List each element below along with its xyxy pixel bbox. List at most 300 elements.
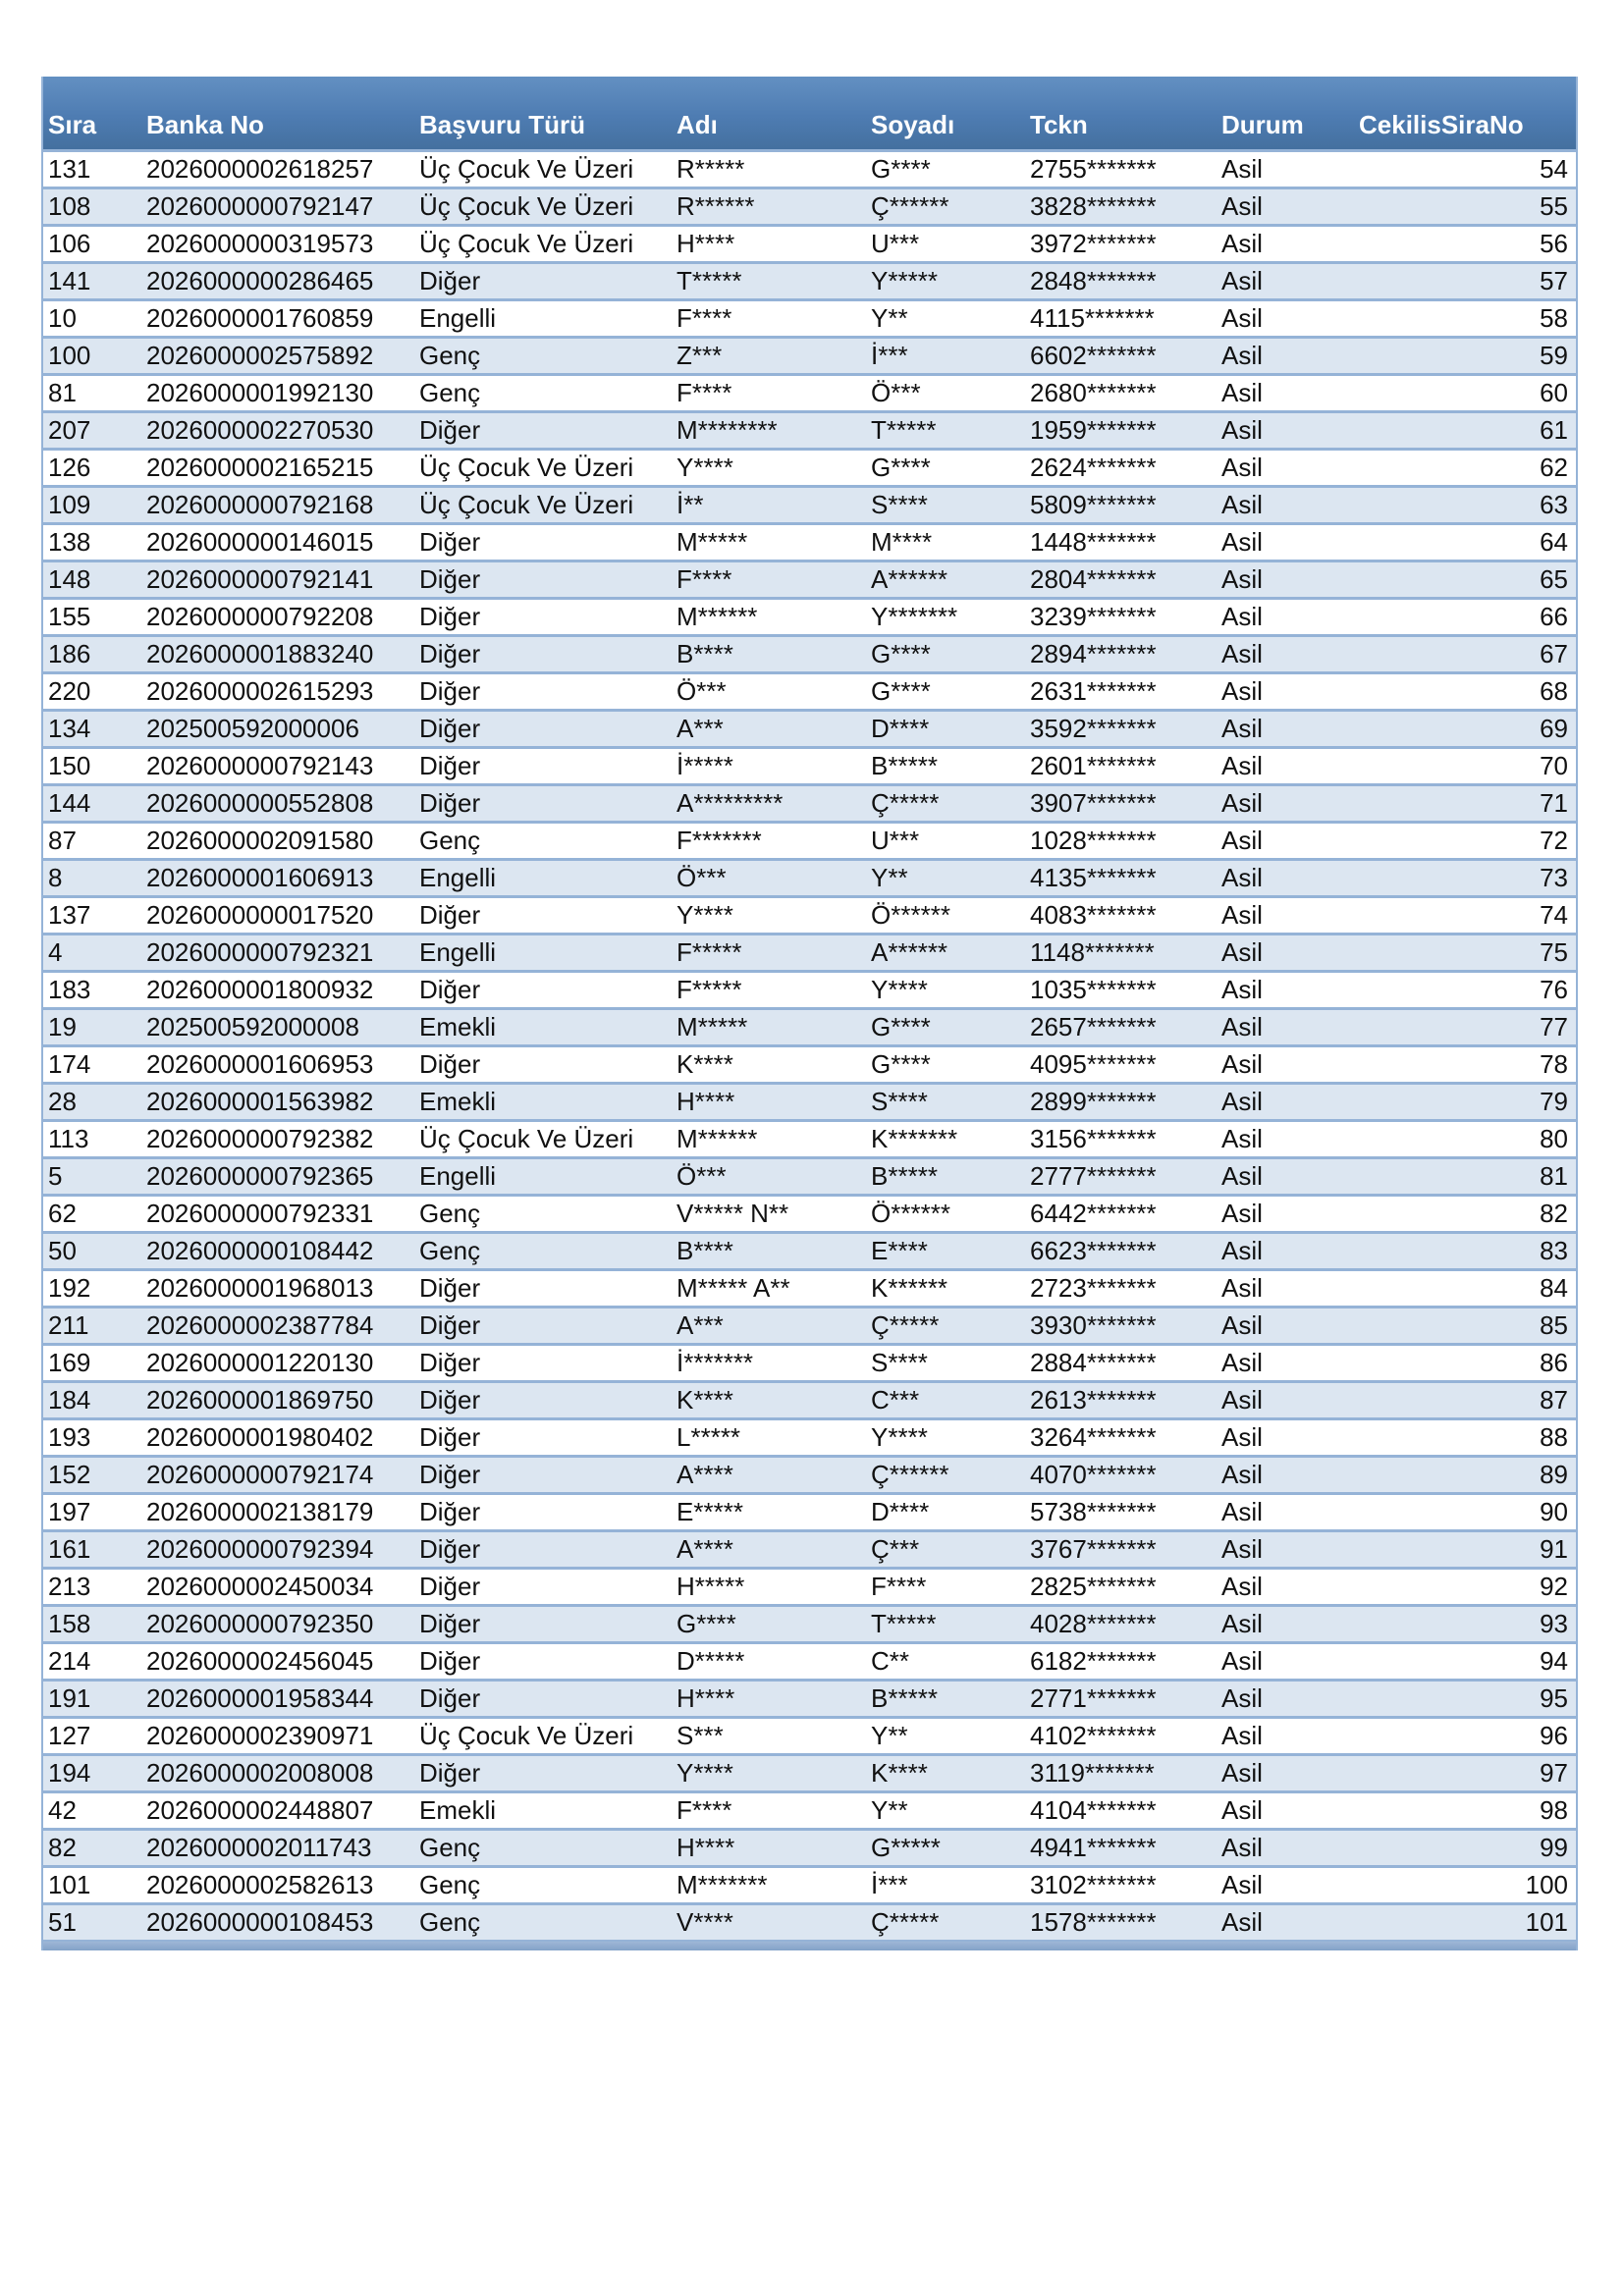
table-row xyxy=(43,1119,1576,1156)
cell-basvuru_turu: Üç Çocuk Ve Üzeri xyxy=(414,448,672,485)
table-row xyxy=(43,597,1576,634)
cell-adi: İ***** xyxy=(672,746,866,783)
cell-banka_no: 2026000002582613 xyxy=(141,1865,414,1902)
cell-sira: 106 xyxy=(43,224,141,261)
cell-adi: B**** xyxy=(672,634,866,671)
cell-banka_no: 2026000000792174 xyxy=(141,1455,414,1492)
cell-banka_no: 2026000000792350 xyxy=(141,1604,414,1641)
cell-cekilis_sira_no: 85 xyxy=(1354,1306,1576,1343)
table-row xyxy=(43,485,1576,522)
cell-basvuru_turu: Genç xyxy=(414,1231,672,1268)
cell-banka_no: 2026000002390971 xyxy=(141,1716,414,1753)
cell-basvuru_turu: Diğer xyxy=(414,671,672,709)
cell-adi: A*** xyxy=(672,1306,866,1343)
cell-soyadi: Ç****** xyxy=(866,187,1025,224)
cell-durum: Asil xyxy=(1217,1268,1354,1306)
cell-cekilis_sira_no: 71 xyxy=(1354,783,1576,821)
cell-sira: 174 xyxy=(43,1044,141,1082)
cell-cekilis_sira_no: 63 xyxy=(1354,485,1576,522)
table-row xyxy=(43,1790,1576,1828)
cell-basvuru_turu: Üç Çocuk Ve Üzeri xyxy=(414,1716,672,1753)
cell-banka_no: 2026000001992130 xyxy=(141,373,414,410)
cell-basvuru_turu: Genç xyxy=(414,1902,672,1940)
cell-adi: L***** xyxy=(672,1417,866,1455)
cell-soyadi: Y** xyxy=(866,1790,1025,1828)
table-body xyxy=(43,149,1576,1940)
cell-soyadi: Ö****** xyxy=(866,1194,1025,1231)
cell-banka_no: 2026000001869750 xyxy=(141,1380,414,1417)
cell-banka_no: 2026000000319573 xyxy=(141,224,414,261)
cell-soyadi: Y** xyxy=(866,298,1025,336)
cell-durum: Asil xyxy=(1217,597,1354,634)
header-row xyxy=(43,77,1576,149)
table-row xyxy=(43,1604,1576,1641)
cell-basvuru_turu: Diğer xyxy=(414,597,672,634)
cell-cekilis_sira_no: 60 xyxy=(1354,373,1576,410)
cell-sira: 148 xyxy=(43,560,141,597)
cell-adi: A********* xyxy=(672,783,866,821)
cell-soyadi: Ç***** xyxy=(866,1902,1025,1940)
cell-soyadi: C*** xyxy=(866,1380,1025,1417)
cell-basvuru_turu: Diğer xyxy=(414,1268,672,1306)
col-header-banka-no: Banka No xyxy=(141,77,414,149)
cell-soyadi: U*** xyxy=(866,821,1025,858)
cell-soyadi: Y** xyxy=(866,1716,1025,1753)
cell-basvuru_turu: Diğer xyxy=(414,410,672,448)
cell-adi: G**** xyxy=(672,1604,866,1641)
table-row xyxy=(43,783,1576,821)
cell-tckn: 2601******* xyxy=(1025,746,1217,783)
cell-adi: F**** xyxy=(672,560,866,597)
cell-banka_no: 2026000000792208 xyxy=(141,597,414,634)
results-table xyxy=(41,77,1578,1950)
cell-sira: 87 xyxy=(43,821,141,858)
cell-cekilis_sira_no: 79 xyxy=(1354,1082,1576,1119)
cell-sira: 155 xyxy=(43,597,141,634)
cell-cekilis_sira_no: 70 xyxy=(1354,746,1576,783)
cell-basvuru_turu: Diğer xyxy=(414,634,672,671)
cell-sira: 152 xyxy=(43,1455,141,1492)
cell-soyadi: D**** xyxy=(866,1492,1025,1529)
cell-durum: Asil xyxy=(1217,1417,1354,1455)
cell-tckn: 2624******* xyxy=(1025,448,1217,485)
cell-basvuru_turu: Diğer xyxy=(414,560,672,597)
cell-soyadi: Y**** xyxy=(866,970,1025,1007)
cell-soyadi: K******* xyxy=(866,1119,1025,1156)
cell-sira: 194 xyxy=(43,1753,141,1790)
table-row xyxy=(43,821,1576,858)
cell-cekilis_sira_no: 68 xyxy=(1354,671,1576,709)
table-row xyxy=(43,634,1576,671)
cell-tckn: 3239******* xyxy=(1025,597,1217,634)
table-row xyxy=(43,1156,1576,1194)
cell-tckn: 4135******* xyxy=(1025,858,1217,895)
cell-sira: 138 xyxy=(43,522,141,560)
cell-cekilis_sira_no: 74 xyxy=(1354,895,1576,933)
cell-sira: 5 xyxy=(43,1156,141,1194)
cell-durum: Asil xyxy=(1217,1082,1354,1119)
cell-sira: 131 xyxy=(43,149,141,187)
cell-cekilis_sira_no: 86 xyxy=(1354,1343,1576,1380)
cell-banka_no: 202500592000006 xyxy=(141,709,414,746)
cell-basvuru_turu: Diğer xyxy=(414,261,672,298)
table-row xyxy=(43,1902,1576,1940)
table-row xyxy=(43,1007,1576,1044)
cell-durum: Asil xyxy=(1217,933,1354,970)
cell-banka_no: 2026000001606913 xyxy=(141,858,414,895)
cell-cekilis_sira_no: 56 xyxy=(1354,224,1576,261)
cell-cekilis_sira_no: 94 xyxy=(1354,1641,1576,1679)
cell-durum: Asil xyxy=(1217,1044,1354,1082)
cell-durum: Asil xyxy=(1217,1716,1354,1753)
cell-tckn: 3828******* xyxy=(1025,187,1217,224)
cell-cekilis_sira_no: 59 xyxy=(1354,336,1576,373)
cell-banka_no: 2026000001883240 xyxy=(141,634,414,671)
cell-tckn: 2631******* xyxy=(1025,671,1217,709)
cell-sira: 191 xyxy=(43,1679,141,1716)
cell-durum: Asil xyxy=(1217,1753,1354,1790)
cell-banka_no: 202500592000008 xyxy=(141,1007,414,1044)
cell-cekilis_sira_no: 97 xyxy=(1354,1753,1576,1790)
cell-adi: V**** xyxy=(672,1902,866,1940)
cell-basvuru_turu: Üç Çocuk Ve Üzeri xyxy=(414,485,672,522)
cell-tckn: 1448******* xyxy=(1025,522,1217,560)
cell-durum: Asil xyxy=(1217,1380,1354,1417)
table-row xyxy=(43,671,1576,709)
cell-soyadi: B***** xyxy=(866,1156,1025,1194)
cell-banka_no: 2026000001800932 xyxy=(141,970,414,1007)
cell-adi: Ö*** xyxy=(672,858,866,895)
cell-sira: 150 xyxy=(43,746,141,783)
cell-soyadi: E**** xyxy=(866,1231,1025,1268)
cell-sira: 192 xyxy=(43,1268,141,1306)
cell-basvuru_turu: Üç Çocuk Ve Üzeri xyxy=(414,224,672,261)
cell-basvuru_turu: Genç xyxy=(414,821,672,858)
table-row xyxy=(43,522,1576,560)
cell-adi: R****** xyxy=(672,187,866,224)
cell-tckn: 2680******* xyxy=(1025,373,1217,410)
cell-adi: İ******* xyxy=(672,1343,866,1380)
cell-sira: 186 xyxy=(43,634,141,671)
cell-sira: 127 xyxy=(43,1716,141,1753)
cell-sira: 183 xyxy=(43,970,141,1007)
cell-soyadi: Ö*** xyxy=(866,373,1025,410)
cell-sira: 10 xyxy=(43,298,141,336)
cell-durum: Asil xyxy=(1217,1604,1354,1641)
cell-adi: K**** xyxy=(672,1044,866,1082)
table-row xyxy=(43,895,1576,933)
table-row xyxy=(43,298,1576,336)
cell-tckn: 3102******* xyxy=(1025,1865,1217,1902)
cell-cekilis_sira_no: 93 xyxy=(1354,1604,1576,1641)
table-row xyxy=(43,373,1576,410)
table-row xyxy=(43,187,1576,224)
cell-banka_no: 2026000000146015 xyxy=(141,522,414,560)
cell-cekilis_sira_no: 88 xyxy=(1354,1417,1576,1455)
table-row xyxy=(43,1417,1576,1455)
col-header-durum: Durum xyxy=(1217,77,1354,149)
cell-tckn: 2771******* xyxy=(1025,1679,1217,1716)
cell-basvuru_turu: Üç Çocuk Ve Üzeri xyxy=(414,187,672,224)
table-bottom-band xyxy=(43,1940,1576,1950)
cell-cekilis_sira_no: 55 xyxy=(1354,187,1576,224)
table-row xyxy=(43,1044,1576,1082)
cell-durum: Asil xyxy=(1217,522,1354,560)
cell-banka_no: 2026000002011743 xyxy=(141,1828,414,1865)
cell-soyadi: Ç***** xyxy=(866,783,1025,821)
cell-cekilis_sira_no: 80 xyxy=(1354,1119,1576,1156)
cell-durum: Asil xyxy=(1217,783,1354,821)
cell-durum: Asil xyxy=(1217,1194,1354,1231)
cell-cekilis_sira_no: 77 xyxy=(1354,1007,1576,1044)
cell-adi: A**** xyxy=(672,1529,866,1567)
cell-banka_no: 2026000002138179 xyxy=(141,1492,414,1529)
cell-soyadi: Ç****** xyxy=(866,1455,1025,1492)
cell-banka_no: 2026000000792147 xyxy=(141,187,414,224)
table-row xyxy=(43,1828,1576,1865)
cell-soyadi: G**** xyxy=(866,448,1025,485)
cell-tckn: 6182******* xyxy=(1025,1641,1217,1679)
table-row xyxy=(43,560,1576,597)
cell-tckn: 4102******* xyxy=(1025,1716,1217,1753)
cell-basvuru_turu: Engelli xyxy=(414,858,672,895)
cell-tckn: 3907******* xyxy=(1025,783,1217,821)
cell-basvuru_turu: Üç Çocuk Ve Üzeri xyxy=(414,1119,672,1156)
cell-durum: Asil xyxy=(1217,1231,1354,1268)
cell-durum: Asil xyxy=(1217,1007,1354,1044)
cell-adi: M***** xyxy=(672,1007,866,1044)
table-row xyxy=(43,746,1576,783)
cell-soyadi: Y***** xyxy=(866,261,1025,298)
cell-banka_no: 2026000002091580 xyxy=(141,821,414,858)
cell-soyadi: Ç*** xyxy=(866,1529,1025,1567)
table-row xyxy=(43,1455,1576,1492)
cell-tckn: 2657******* xyxy=(1025,1007,1217,1044)
cell-adi: A*** xyxy=(672,709,866,746)
table-row xyxy=(43,1082,1576,1119)
cell-banka_no: 2026000000552808 xyxy=(141,783,414,821)
cell-durum: Asil xyxy=(1217,1455,1354,1492)
cell-adi: İ** xyxy=(672,485,866,522)
cell-sira: 42 xyxy=(43,1790,141,1828)
cell-durum: Asil xyxy=(1217,485,1354,522)
cell-soyadi: M**** xyxy=(866,522,1025,560)
cell-cekilis_sira_no: 72 xyxy=(1354,821,1576,858)
cell-cekilis_sira_no: 57 xyxy=(1354,261,1576,298)
cell-banka_no: 2026000000792365 xyxy=(141,1156,414,1194)
col-header-tckn: Tckn xyxy=(1025,77,1217,149)
cell-cekilis_sira_no: 92 xyxy=(1354,1567,1576,1604)
cell-cekilis_sira_no: 95 xyxy=(1354,1679,1576,1716)
cell-adi: R***** xyxy=(672,149,866,187)
cell-basvuru_turu: Diğer xyxy=(414,1417,672,1455)
cell-adi: F**** xyxy=(672,298,866,336)
cell-cekilis_sira_no: 84 xyxy=(1354,1268,1576,1306)
cell-basvuru_turu: Diğer xyxy=(414,1679,672,1716)
cell-soyadi: B***** xyxy=(866,1679,1025,1716)
cell-tckn: 1148******* xyxy=(1025,933,1217,970)
cell-tckn: 2723******* xyxy=(1025,1268,1217,1306)
cell-sira: 213 xyxy=(43,1567,141,1604)
table-row xyxy=(43,1231,1576,1268)
cell-adi: Y**** xyxy=(672,448,866,485)
cell-banka_no: 2026000002387784 xyxy=(141,1306,414,1343)
cell-durum: Asil xyxy=(1217,1902,1354,1940)
cell-tckn: 4083******* xyxy=(1025,895,1217,933)
cell-soyadi: S**** xyxy=(866,1082,1025,1119)
cell-basvuru_turu: Genç xyxy=(414,373,672,410)
table-row xyxy=(43,448,1576,485)
cell-banka_no: 2026000002575892 xyxy=(141,336,414,373)
cell-basvuru_turu: Diğer xyxy=(414,1455,672,1492)
table-row xyxy=(43,1529,1576,1567)
cell-tckn: 2825******* xyxy=(1025,1567,1217,1604)
cell-banka_no: 2026000000792321 xyxy=(141,933,414,970)
cell-adi: Y**** xyxy=(672,895,866,933)
cell-banka_no: 2026000002448807 xyxy=(141,1790,414,1828)
cell-banka_no: 2026000002165215 xyxy=(141,448,414,485)
cell-durum: Asil xyxy=(1217,448,1354,485)
table-row xyxy=(43,858,1576,895)
cell-banka_no: 2026000000108453 xyxy=(141,1902,414,1940)
cell-sira: 109 xyxy=(43,485,141,522)
cell-banka_no: 2026000001606953 xyxy=(141,1044,414,1082)
cell-basvuru_turu: Engelli xyxy=(414,933,672,970)
cell-cekilis_sira_no: 91 xyxy=(1354,1529,1576,1567)
cell-sira: 108 xyxy=(43,187,141,224)
cell-basvuru_turu: Diğer xyxy=(414,783,672,821)
cell-tckn: 4070******* xyxy=(1025,1455,1217,1492)
cell-durum: Asil xyxy=(1217,560,1354,597)
cell-sira: 82 xyxy=(43,1828,141,1865)
cell-soyadi: G**** xyxy=(866,634,1025,671)
cell-soyadi: U*** xyxy=(866,224,1025,261)
cell-tckn: 3156******* xyxy=(1025,1119,1217,1156)
cell-cekilis_sira_no: 61 xyxy=(1354,410,1576,448)
cell-tckn: 2755******* xyxy=(1025,149,1217,187)
cell-durum: Asil xyxy=(1217,149,1354,187)
cell-sira: 101 xyxy=(43,1865,141,1902)
cell-soyadi: F**** xyxy=(866,1567,1025,1604)
cell-basvuru_turu: Emekli xyxy=(414,1007,672,1044)
cell-basvuru_turu: Diğer xyxy=(414,522,672,560)
cell-banka_no: 2026000002615293 xyxy=(141,671,414,709)
cell-cekilis_sira_no: 82 xyxy=(1354,1194,1576,1231)
cell-sira: 4 xyxy=(43,933,141,970)
cell-banka_no: 2026000000792382 xyxy=(141,1119,414,1156)
table-row xyxy=(43,1492,1576,1529)
cell-tckn: 3972******* xyxy=(1025,224,1217,261)
cell-tckn: 4028******* xyxy=(1025,1604,1217,1641)
cell-adi: S*** xyxy=(672,1716,866,1753)
cell-tckn: 5809******* xyxy=(1025,485,1217,522)
cell-durum: Asil xyxy=(1217,373,1354,410)
cell-adi: H**** xyxy=(672,1082,866,1119)
col-header-adi: Adı xyxy=(672,77,866,149)
cell-durum: Asil xyxy=(1217,1865,1354,1902)
cell-sira: 81 xyxy=(43,373,141,410)
cell-soyadi: Y******* xyxy=(866,597,1025,634)
cell-sira: 51 xyxy=(43,1902,141,1940)
cell-tckn: 1959******* xyxy=(1025,410,1217,448)
cell-adi: T***** xyxy=(672,261,866,298)
cell-soyadi: İ*** xyxy=(866,336,1025,373)
cell-cekilis_sira_no: 98 xyxy=(1354,1790,1576,1828)
cell-basvuru_turu: Diğer xyxy=(414,1343,672,1380)
cell-tckn: 2899******* xyxy=(1025,1082,1217,1119)
cell-soyadi: C** xyxy=(866,1641,1025,1679)
cell-tckn: 1028******* xyxy=(1025,821,1217,858)
cell-soyadi: Ö****** xyxy=(866,895,1025,933)
cell-adi: Y**** xyxy=(672,1753,866,1790)
cell-banka_no: 2026000000792143 xyxy=(141,746,414,783)
cell-basvuru_turu: Genç xyxy=(414,336,672,373)
cell-basvuru_turu: Genç xyxy=(414,1194,672,1231)
table-row xyxy=(43,261,1576,298)
cell-basvuru_turu: Diğer xyxy=(414,746,672,783)
cell-basvuru_turu: Diğer xyxy=(414,895,672,933)
cell-cekilis_sira_no: 96 xyxy=(1354,1716,1576,1753)
table-row xyxy=(43,224,1576,261)
cell-adi: M****** xyxy=(672,597,866,634)
cell-tckn: 3592******* xyxy=(1025,709,1217,746)
cell-durum: Asil xyxy=(1217,1529,1354,1567)
cell-durum: Asil xyxy=(1217,821,1354,858)
table-row xyxy=(43,1194,1576,1231)
cell-sira: 197 xyxy=(43,1492,141,1529)
cell-soyadi: G**** xyxy=(866,1044,1025,1082)
cell-durum: Asil xyxy=(1217,1343,1354,1380)
cell-basvuru_turu: Emekli xyxy=(414,1082,672,1119)
cell-sira: 214 xyxy=(43,1641,141,1679)
cell-tckn: 4095******* xyxy=(1025,1044,1217,1082)
cell-durum: Asil xyxy=(1217,410,1354,448)
cell-tckn: 2613******* xyxy=(1025,1380,1217,1417)
cell-sira: 126 xyxy=(43,448,141,485)
cell-durum: Asil xyxy=(1217,671,1354,709)
cell-durum: Asil xyxy=(1217,1679,1354,1716)
cell-tckn: 3119******* xyxy=(1025,1753,1217,1790)
cell-sira: 220 xyxy=(43,671,141,709)
cell-durum: Asil xyxy=(1217,336,1354,373)
cell-durum: Asil xyxy=(1217,1306,1354,1343)
cell-durum: Asil xyxy=(1217,1828,1354,1865)
cell-soyadi: S**** xyxy=(866,485,1025,522)
cell-adi: F******* xyxy=(672,821,866,858)
cell-cekilis_sira_no: 73 xyxy=(1354,858,1576,895)
cell-sira: 207 xyxy=(43,410,141,448)
cell-durum: Asil xyxy=(1217,746,1354,783)
cell-cekilis_sira_no: 75 xyxy=(1354,933,1576,970)
cell-durum: Asil xyxy=(1217,224,1354,261)
cell-adi: A**** xyxy=(672,1455,866,1492)
cell-tckn: 6623******* xyxy=(1025,1231,1217,1268)
cell-adi: H***** xyxy=(672,1567,866,1604)
cell-basvuru_turu: Diğer xyxy=(414,1567,672,1604)
cell-durum: Asil xyxy=(1217,1156,1354,1194)
table-row xyxy=(43,709,1576,746)
cell-soyadi: T***** xyxy=(866,410,1025,448)
cell-tckn: 4104******* xyxy=(1025,1790,1217,1828)
cell-durum: Asil xyxy=(1217,1790,1354,1828)
cell-banka_no: 2026000000017520 xyxy=(141,895,414,933)
cell-sira: 211 xyxy=(43,1306,141,1343)
col-header-sira: Sıra xyxy=(43,77,141,149)
cell-cekilis_sira_no: 65 xyxy=(1354,560,1576,597)
cell-soyadi: K**** xyxy=(866,1753,1025,1790)
table-row xyxy=(43,1679,1576,1716)
cell-soyadi: Y**** xyxy=(866,1417,1025,1455)
